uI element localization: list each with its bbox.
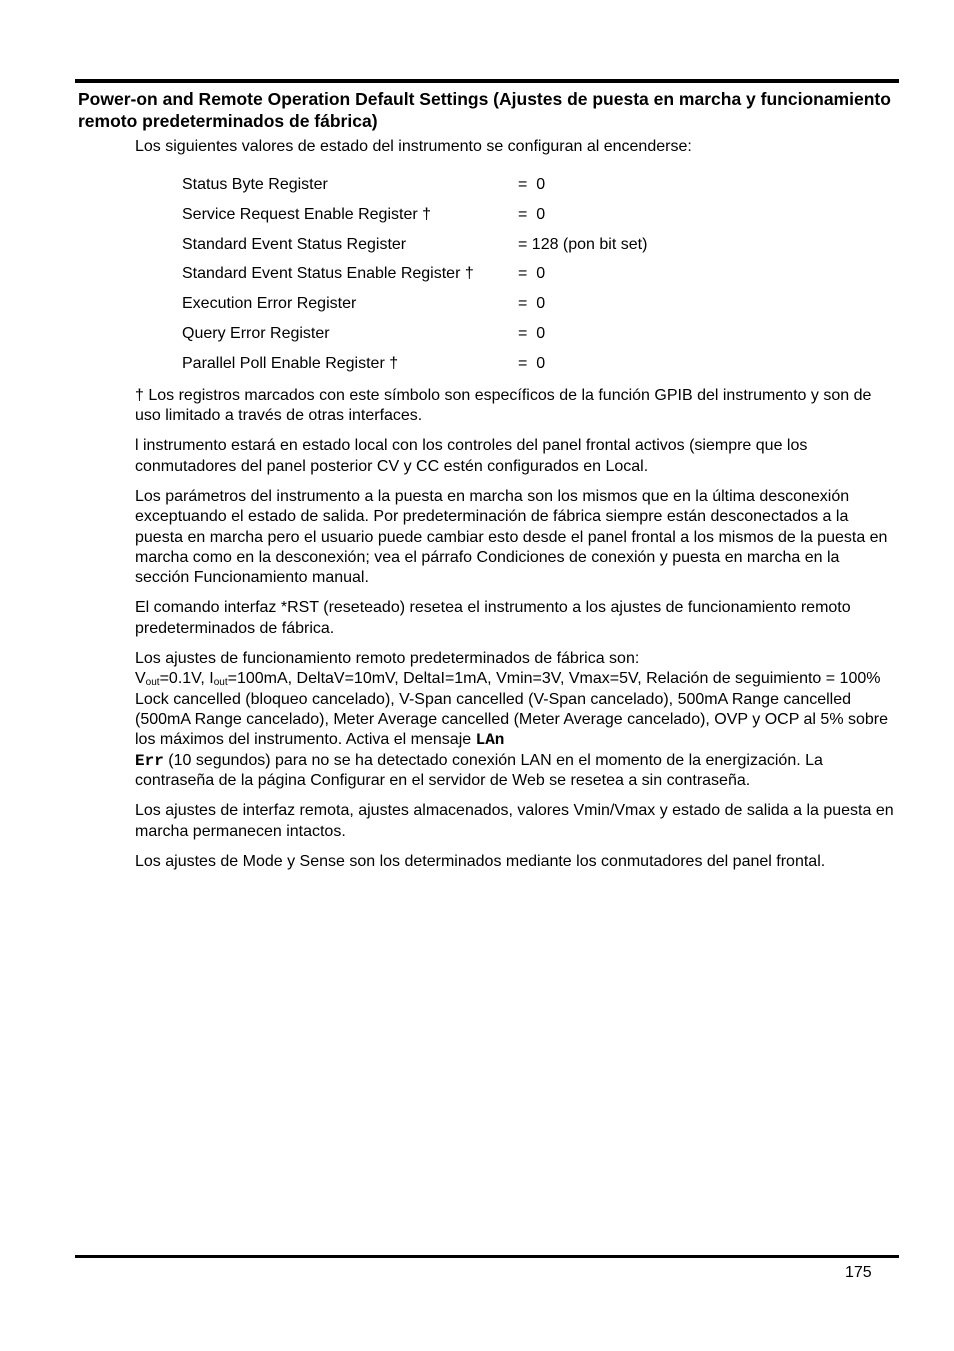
register-name: Status Byte Register — [182, 176, 328, 193]
register-row — [182, 289, 742, 319]
register-value: = 0 — [518, 324, 546, 342]
v-value: =0.1V, — [159, 670, 210, 688]
v-subscript: out — [145, 677, 160, 689]
section-heading: Power-on and Remote Operation Default Settings (Ajustes de puesta en marcha y funcionamiento remoto predeterminados de fábrica) — [78, 89, 891, 131]
defaults-rest: =100mA, DeltaV=10mV, DeltaI=1mA, Vmin=3V, Vmax=5V, Relación de seguimiento = 100% Lock cancelled (bloqueo cancelado), V-Span cancelled (V-Span cancelado), 500mA Range cancelled (500mA Range cancelado), Meter Average cancelled (Meter Average cancelado), OVP y OCP al 5% sobre los máximos del instrumento. Activa el mensaje — [135, 670, 889, 749]
intro-text: Los siguientes valores de estado del instrumento se configuran al encenderse: — [135, 138, 692, 155]
rst-paragraph: El comando interfaz *RST (reseteado) resetea el instrumento a los ajustes de funcionamiento remoto predeterminados de fábrica. — [135, 599, 851, 637]
i-letter: I — [209, 670, 214, 688]
register-value: = 0 — [518, 205, 546, 223]
register-name: Service Request Enable Register † — [182, 205, 432, 223]
register-name: Parallel Poll Enable Register † — [182, 354, 399, 372]
v-letter: V — [135, 670, 146, 688]
local-state-paragraph: l instrumento estará en estado local con los controles del panel frontal activos (siempre que los conmutadores del panel posterior CV y CC estén configurados en Local. — [135, 437, 808, 475]
lan-message-part1: LAn — [475, 731, 505, 750]
register-row — [182, 230, 742, 260]
register-name: Standard Event Status Register — [182, 235, 407, 253]
dagger-note-paragraph: † Los registros marcados con este símbolo son específicos de la función GPIB del instrumento y son de uso limitado a través de otras interfaces. — [135, 387, 872, 425]
register-name: Query Error Register — [182, 324, 330, 342]
register-row — [182, 170, 742, 200]
register-value: = 0 — [518, 265, 546, 283]
body-text — [135, 386, 897, 882]
power-on-params-paragraph: Los parámetros del instrumento a la puesta en marcha son los mismos que en la última desconexión exceptuando el estado de salida. Por predeterminación de fábrica siempre están desconectados a la puesta en marcha pero el usuario puede cambiar esto desde el panel frontal a los mismos de la puesta en marcha como en la desconexión; vea el párrafo Condiciones de conexión y puesta en marcha en la sección Funcionamiento manual. — [135, 487, 888, 587]
register-row — [182, 259, 742, 289]
defaults-paragraph — [135, 649, 897, 792]
page-number: 175 — [845, 1264, 872, 1281]
register-row — [182, 200, 742, 230]
register-value: = 0 — [518, 354, 546, 372]
register-value: = 0 — [518, 176, 546, 193]
defaults-end: (10 segundos) para no se ha detectado conexión LAN en el momento de la energización. La contraseña de la página Configurar en el servidor de Web se resetea a sin contraseña. — [135, 751, 823, 790]
top-rule — [75, 79, 899, 83]
register-row — [182, 349, 742, 379]
register-value: = 128 (pon bit set) — [518, 235, 648, 253]
register-value: = 0 — [518, 295, 546, 313]
i-subscript: out — [213, 677, 228, 689]
lan-message-part2: Err — [135, 751, 164, 770]
defaults-intro: Los ajustes de funcionamiento remoto predeterminados de fábrica son: — [135, 649, 640, 667]
bottom-rule — [75, 1255, 899, 1258]
register-table — [182, 170, 742, 379]
remain-intact-paragraph: Los ajustes de interfaz remota, ajustes almacenados, valores Vmin/Vmax y estado de salida a la puesta en marcha permanecen intactos. — [135, 802, 894, 840]
register-row — [182, 319, 742, 349]
register-name: Standard Event Status Enable Register † — [182, 265, 474, 283]
register-name: Execution Error Register — [182, 295, 357, 313]
mode-sense-paragraph: Los ajustes de Mode y Sense son los determinados mediante los conmutadores del panel frontal. — [135, 852, 826, 870]
